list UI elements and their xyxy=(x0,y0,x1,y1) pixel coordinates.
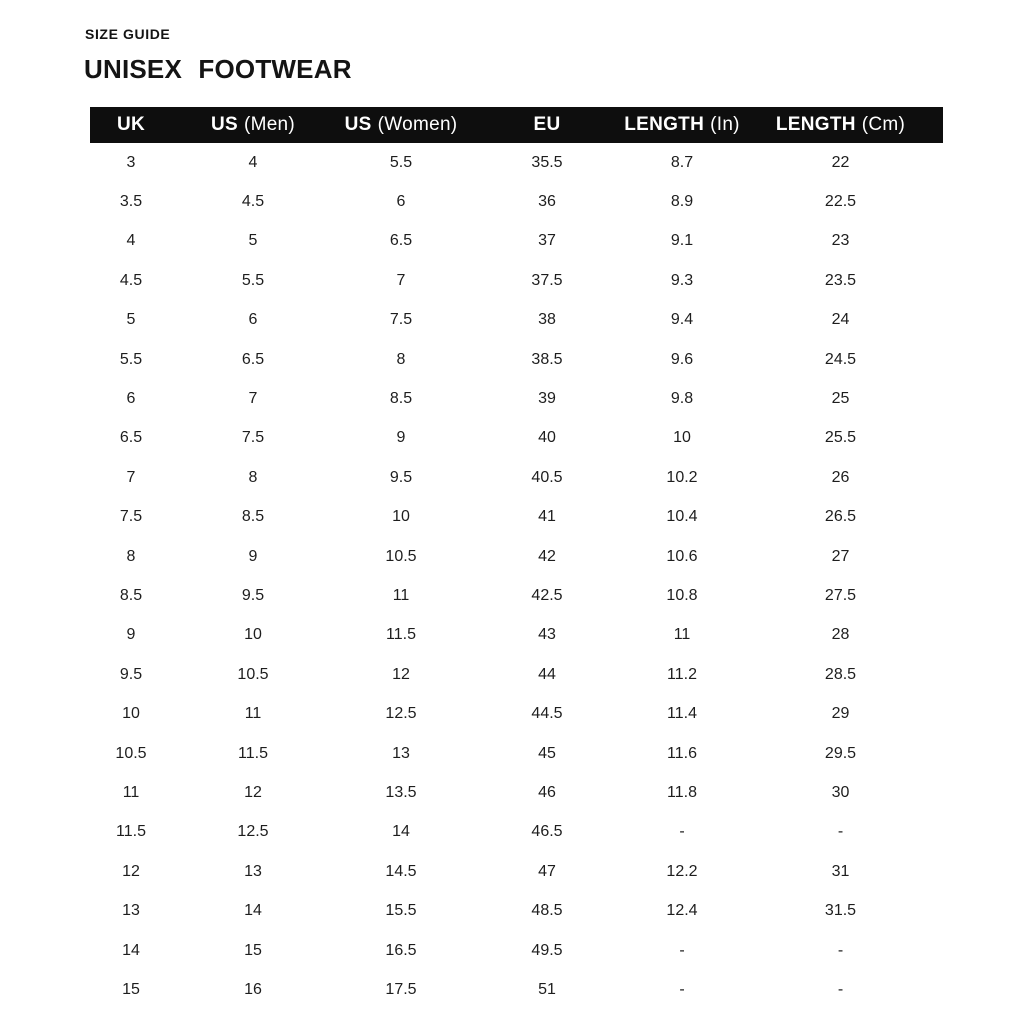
size-cell: 35.5 xyxy=(531,153,563,171)
size-cell: 10.8 xyxy=(666,586,698,604)
size-cell: 6.5 xyxy=(241,350,265,368)
table-row xyxy=(90,852,943,891)
size-cell: 38.5 xyxy=(531,350,563,368)
column-header-label: US xyxy=(344,114,372,135)
column-header-qualifier: (Cm) xyxy=(861,114,906,135)
size-cell: 14.5 xyxy=(385,862,417,880)
size-cell: 11 xyxy=(244,705,262,723)
table-row xyxy=(90,655,943,694)
size-cell: 6.5 xyxy=(389,232,413,250)
size-cell: 9 xyxy=(396,429,406,447)
size-cell: 11 xyxy=(673,626,691,644)
table-row xyxy=(90,576,943,615)
column-header-us-men xyxy=(172,107,334,143)
size-cell: 8.7 xyxy=(670,153,694,171)
size-cell: 4.5 xyxy=(119,271,143,289)
table-row xyxy=(90,182,943,221)
table-row xyxy=(90,222,943,261)
page-title: UNISEX FOOTWEAR xyxy=(84,54,352,84)
size-cell: 9.5 xyxy=(241,586,265,604)
column-header-qualifier: (Women) xyxy=(377,114,458,135)
size-cell: 7 xyxy=(126,468,136,486)
table-row xyxy=(90,340,943,379)
table-row xyxy=(90,379,943,418)
size-cell: 10 xyxy=(673,429,691,447)
size-cell: 11.5 xyxy=(386,626,416,644)
column-header-length-cm xyxy=(738,107,943,143)
column-header-uk xyxy=(90,107,172,143)
size-cell: 24.5 xyxy=(824,350,857,368)
size-cell: 48.5 xyxy=(531,902,563,920)
size-cell: 7.5 xyxy=(389,311,413,329)
size-cell: 23 xyxy=(831,232,850,250)
size-cell: 11 xyxy=(122,783,140,801)
size-cell: 4 xyxy=(248,153,258,171)
size-cell: 10.5 xyxy=(115,744,147,762)
size-cell: 36 xyxy=(538,193,556,211)
size-cell: 13 xyxy=(122,902,140,920)
table-row xyxy=(90,458,943,497)
size-cell: 9.5 xyxy=(119,665,143,683)
size-cell: 24 xyxy=(831,311,850,329)
size-cell: 12 xyxy=(122,862,140,880)
size-cell: 29 xyxy=(831,705,850,723)
size-cell: 40.5 xyxy=(531,468,563,486)
size-cell: 11.5 xyxy=(116,823,146,841)
table-row xyxy=(90,498,943,537)
size-cell: 5.5 xyxy=(389,153,413,171)
size-cell: 29.5 xyxy=(824,744,857,762)
column-header-eu xyxy=(468,107,626,143)
size-cell: 12.5 xyxy=(385,705,417,723)
size-cell: 16 xyxy=(244,980,262,998)
size-cell: 11.4 xyxy=(667,705,697,723)
size-cell: 7 xyxy=(248,390,258,408)
size-cell: 31 xyxy=(831,862,850,880)
column-header-label: LENGTH xyxy=(775,114,856,135)
column-header-label: LENGTH xyxy=(624,114,705,135)
table-row xyxy=(90,694,943,733)
table-row xyxy=(90,616,943,655)
size-cell: 47 xyxy=(538,862,556,880)
table-row xyxy=(90,261,943,300)
size-table-body xyxy=(90,143,943,1010)
column-header-length-in xyxy=(626,107,738,143)
table-row xyxy=(90,891,943,930)
size-cell: 3.5 xyxy=(119,193,143,211)
size-cell: 39 xyxy=(538,390,556,408)
table-row xyxy=(90,419,943,458)
size-cell: 8 xyxy=(396,350,406,368)
size-cell: - xyxy=(837,823,844,841)
table-row xyxy=(90,301,943,340)
size-cell: 9 xyxy=(126,626,136,644)
column-header-qualifier: (In) xyxy=(710,114,740,135)
size-cell: 6 xyxy=(396,193,406,211)
size-cell: 28 xyxy=(831,626,850,644)
size-cell: 4 xyxy=(126,232,136,250)
size-cell: 12 xyxy=(244,783,262,801)
size-cell: 14 xyxy=(392,823,410,841)
size-cell: 11.2 xyxy=(667,665,697,683)
size-cell: 8.5 xyxy=(389,390,413,408)
column-header-qualifier: (Men) xyxy=(243,114,296,135)
size-cell: 14 xyxy=(244,902,262,920)
table-row xyxy=(90,537,943,576)
column-header-label: UK xyxy=(116,114,146,135)
header-row xyxy=(90,107,943,143)
size-cell: 17.5 xyxy=(385,980,417,998)
size-cell: 16.5 xyxy=(385,941,417,959)
page-eyebrow: SIZE GUIDE xyxy=(85,26,171,42)
size-cell: 46.5 xyxy=(531,823,563,841)
size-cell: 9.1 xyxy=(670,232,694,250)
size-cell: 9.8 xyxy=(670,390,694,408)
size-cell: 3 xyxy=(126,153,136,171)
size-cell: 10.5 xyxy=(237,665,269,683)
size-cell: 11.6 xyxy=(667,744,697,762)
size-cell: 5.5 xyxy=(119,350,143,368)
size-cell: - xyxy=(679,980,685,998)
size-cell: 27 xyxy=(831,547,850,565)
column-header-label: EU xyxy=(533,114,561,135)
table-row xyxy=(90,970,943,1009)
size-cell: 9.3 xyxy=(670,271,694,289)
size-cell: 5 xyxy=(126,311,136,329)
table-row xyxy=(90,734,943,773)
size-cell: 44 xyxy=(538,665,556,683)
size-cell: 26.5 xyxy=(824,508,857,526)
size-cell: 46 xyxy=(538,783,556,801)
size-cell: 8 xyxy=(248,468,258,486)
size-cell: 15 xyxy=(122,980,140,998)
size-cell: 31.5 xyxy=(824,902,857,920)
size-cell: 15 xyxy=(244,941,262,959)
size-cell: 9 xyxy=(248,547,258,565)
size-cell: 10 xyxy=(122,705,140,723)
size-cell: 25.5 xyxy=(824,429,857,447)
size-cell: 44.5 xyxy=(531,705,563,723)
size-cell: 11.8 xyxy=(667,783,697,801)
size-cell: 11 xyxy=(392,586,410,604)
size-cell: 30 xyxy=(831,783,850,801)
size-cell: 8 xyxy=(126,547,136,565)
size-cell: 4.5 xyxy=(241,193,265,211)
size-cell: 10.2 xyxy=(666,468,698,486)
size-cell: 13.5 xyxy=(385,783,417,801)
size-cell: 8.5 xyxy=(241,508,265,526)
size-cell: 45 xyxy=(538,744,556,762)
size-cell: 14 xyxy=(122,941,140,959)
size-cell: 23.5 xyxy=(824,271,857,289)
size-cell: - xyxy=(679,823,685,841)
size-cell: 7.5 xyxy=(241,429,265,447)
size-cell: 5.5 xyxy=(241,271,265,289)
size-cell: 40 xyxy=(538,429,556,447)
size-cell: 12.4 xyxy=(666,902,698,920)
size-cell: 7 xyxy=(396,271,406,289)
size-cell: 12.5 xyxy=(237,823,269,841)
size-cell: 22.5 xyxy=(824,193,857,211)
size-cell: 11.5 xyxy=(238,744,268,762)
column-header-us-women xyxy=(334,107,468,143)
size-cell: 13 xyxy=(392,744,410,762)
size-cell: 37 xyxy=(538,232,556,250)
size-cell: 9.6 xyxy=(670,350,694,368)
size-cell: 10.4 xyxy=(666,508,698,526)
size-cell: 10.5 xyxy=(385,547,417,565)
size-cell: 6 xyxy=(126,390,136,408)
size-cell: - xyxy=(837,941,844,959)
size-cell: 15.5 xyxy=(385,902,417,920)
size-cell: - xyxy=(837,980,844,998)
size-cell: 10 xyxy=(392,508,410,526)
size-cell: 42 xyxy=(538,547,556,565)
size-cell: 9.4 xyxy=(670,311,694,329)
table-row xyxy=(90,931,943,970)
size-table xyxy=(90,107,943,1010)
column-header-label: US xyxy=(210,114,238,135)
size-cell: 12.2 xyxy=(666,862,698,880)
size-cell: 10.6 xyxy=(666,547,698,565)
size-cell: 7.5 xyxy=(119,508,143,526)
size-cell: 25 xyxy=(831,390,850,408)
size-cell: 22 xyxy=(831,153,850,171)
size-cell: 9.5 xyxy=(389,468,413,486)
size-cell: 6.5 xyxy=(119,429,143,447)
size-cell: 43 xyxy=(538,626,556,644)
size-cell: - xyxy=(679,941,685,959)
size-cell: 38 xyxy=(538,311,556,329)
size-cell: 6 xyxy=(248,311,258,329)
size-cell: 41 xyxy=(538,508,556,526)
size-cell: 28.5 xyxy=(824,665,857,683)
size-cell: 49.5 xyxy=(531,941,563,959)
size-cell: 42.5 xyxy=(531,586,563,604)
size-cell: 10 xyxy=(244,626,262,644)
size-cell: 13 xyxy=(244,862,262,880)
size-cell: 12 xyxy=(392,665,410,683)
size-cell: 26 xyxy=(831,468,850,486)
size-cell: 8.9 xyxy=(670,193,694,211)
size-cell: 27.5 xyxy=(824,586,857,604)
size-cell: 51 xyxy=(538,980,556,998)
table-row xyxy=(90,143,943,182)
size-cell: 8.5 xyxy=(119,586,143,604)
size-cell: 37.5 xyxy=(531,271,563,289)
table-row xyxy=(90,773,943,812)
size-cell: 5 xyxy=(248,232,258,250)
table-row xyxy=(90,813,943,852)
